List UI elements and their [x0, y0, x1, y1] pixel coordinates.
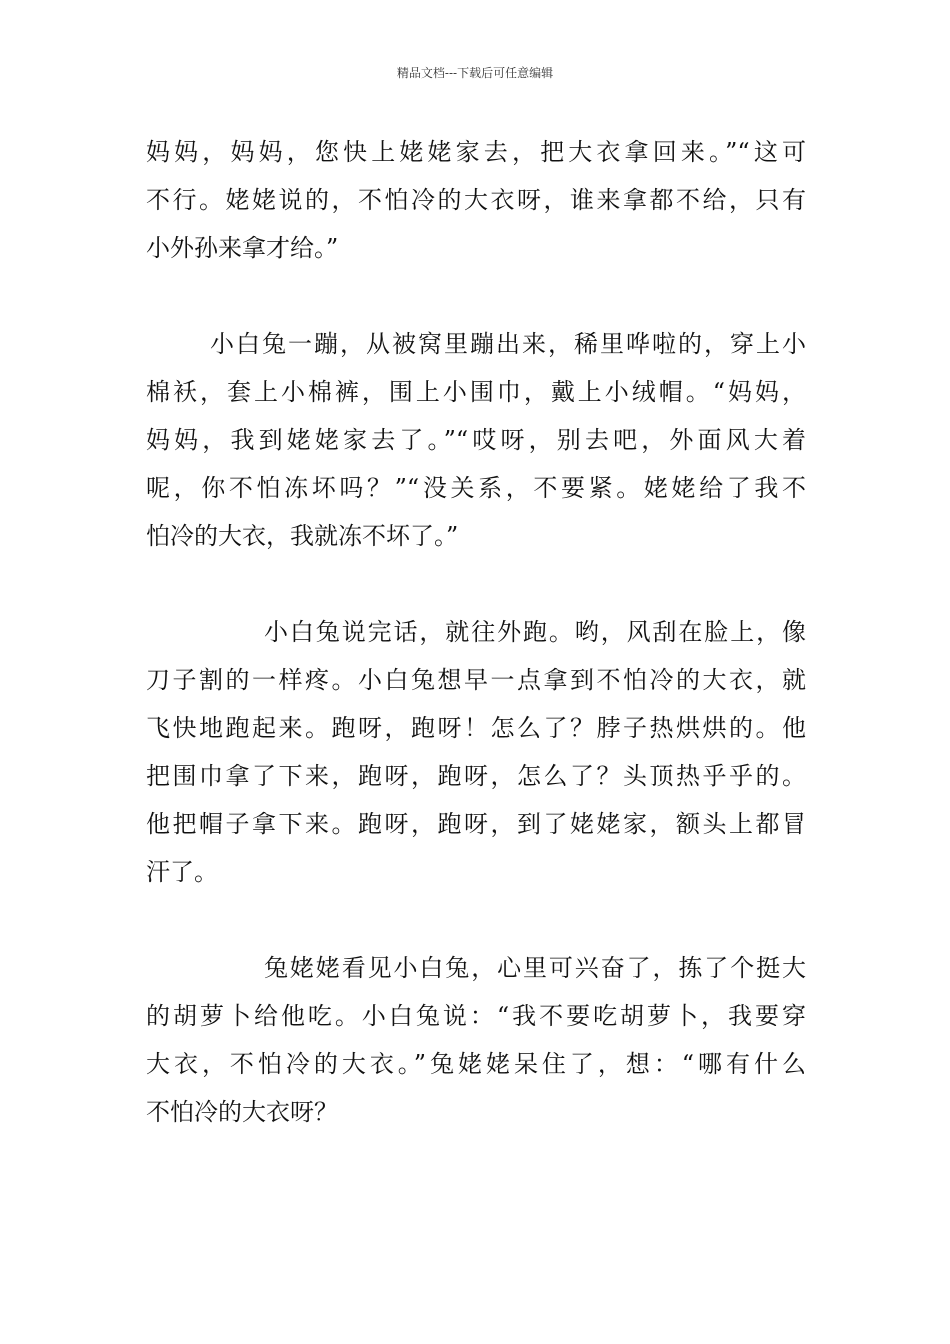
- text-line: 飞快地跑起来。跑呀，跑呀！怎么了？脖子热烘烘的。他: [146, 714, 806, 742]
- text-line: 大衣，不怕冷的大衣。”兔姥姥呆住了，想：“哪有什么: [146, 1050, 806, 1078]
- text-line: 不怕冷的大衣呀？: [146, 1098, 338, 1126]
- text-line: 妈妈，妈妈，您快上姥姥家去，把大衣拿回来。”“这可: [146, 138, 806, 166]
- paragraph-gap: [146, 560, 806, 608]
- text-line: 刀子割的一样疼。小白兔想早一点拿到不怕冷的大衣，就: [146, 666, 806, 694]
- text-line: 小白兔说完话，就往外跑。哟，风刮在脸上，像: [264, 618, 806, 646]
- text-line: 小外孙来拿才给。”: [146, 234, 339, 262]
- paragraph-3: [146, 608, 806, 896]
- text-line: 呢，你不怕冻坏吗？”“没关系，不要紧。姥姥给了我不: [146, 474, 806, 502]
- text-line: 把围巾拿了下来，跑呀，跑呀，怎么了？头顶热乎乎的。: [146, 762, 806, 790]
- text-line: 兔姥姥看见小白兔，心里可兴奋了，拣了个挺大: [264, 954, 806, 982]
- paragraph-2: [146, 320, 806, 560]
- text-line: 他把帽子拿下来。跑呀，跑呀，到了姥姥家，额头上都冒: [146, 810, 806, 838]
- page-header: 精品文档---下载后可任意编辑: [396, 66, 554, 80]
- text-line: 妈妈，我到姥姥家去了。”“哎呀，别去吧，外面风大着: [146, 426, 806, 454]
- paragraph-gap: [146, 272, 806, 320]
- paragraph-1: [146, 128, 806, 272]
- document-body: [146, 128, 806, 1136]
- text-line: 小白兔一蹦，从被窝里蹦出来，稀里哗啦的，穿上小: [210, 330, 806, 358]
- text-line: 不行。姥姥说的，不怕冷的大衣呀，谁来拿都不给，只有: [146, 186, 806, 214]
- text-line: 汗了。: [146, 858, 218, 886]
- text-line: 棉袄，套上小棉裤，围上小围巾，戴上小绒帽。“妈妈，: [146, 378, 806, 406]
- paragraph-gap: [146, 896, 806, 944]
- paragraph-4: [146, 944, 806, 1136]
- text-line: 怕冷的大衣，我就冻不坏了。”: [146, 522, 459, 550]
- text-line: 的胡萝卜给他吃。小白兔说：“我不要吃胡萝卜，我要穿: [146, 1002, 806, 1030]
